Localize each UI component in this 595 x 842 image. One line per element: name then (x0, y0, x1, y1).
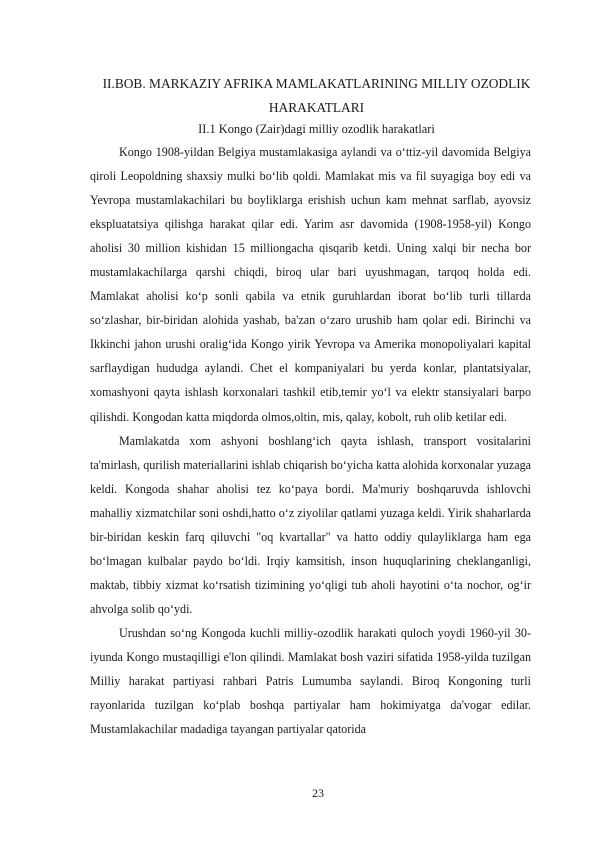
page-number: 23 (312, 786, 324, 800)
paragraph-1: Kongo 1908-yildan Belgiya mustamlakasiga aylandi va o‘ttiz-yil davomida Belgiya qiroli Leopoldning shaxsiy mulki bo‘lib qoldi. Mamlakat mis va fil suyagiga boy edi va Yevropa mustamlakachilari bu boyliklarga erishish uchun kam mehnat sarflab, ayovsiz ekspluatatsiya qilishga harakat qilar edi. Yarim asr davomida (1908-1958-yil) Kongo aholisi 30 million kishidan 15 milliongacha qisqarib ketdi. Uning xalqi bir necha bor mustamlakachilarga qarshi chiqdi, biroq ular bari uyushmagan, tarqoq holda edi. Mamlakat aholisi ko‘p sonli qabila va etnik guruhlardan iborat bo‘lib turli tillarda so‘zlashar, bir-biridan alohida yashab, ba'zan o‘zaro urushib ham qolar edi. Birinchi va Ikkinchi jahon urushi oralig‘ida Kongo yirik Yevropa va Amerika monopoliyalari kapital sarflaydigan hududga aylandi. Chet el kompaniyalari bu yerda konlar, plantatsiyalar, xomashyoni qayta ishlash korxonalari tashkil etib,temir yo‘l va elektr stansiyalari barpo qilishdi. Kongodan katta miqdorda olmos,oltin, mis, qalay, kobolt, ruh olib ketilar edi. (90, 145, 531, 424)
chapter-title: II.BOB. MARKAZIY AFRIKA MAMLAKATLARINING MILLIY OZODLIK HARAKATLARI (102, 76, 531, 115)
body-text (90, 140, 531, 741)
paragraph-2: Mamlakatda xom ashyoni boshlang‘ich qayta ishlash, transport vositalarini ta'mirlash, qurilish materiallarini ishlab chiqarish bo‘yicha katta alohida korxonalar yuzaga keldi. Kongoda shahar aholisi tez ko‘paya bordi. Ma'muriy boshqaruvda ishlovchi mahalliy xizmatchilar soni oshdi,hatto o‘z ziyolilar qatlami yuzaga keldi. Yirik shaharlarda bir-biridan keskin farq qiluvchi "oq kvartallar" va hatto oddiy qulayliklarga ham ega bo‘lmagan kulbalar paydo bo‘ldi. Irqiy kamsitish, inson huquqlarining cheklanganligi, maktab, tibbiy xizmat ko‘rsatish tizimining yo‘qligi tub aholi hayotini o‘ta nochor, og‘ir ahvolga solib qo‘ydi. (90, 433, 531, 616)
paragraph-3: Urushdan so‘ng Kongoda kuchli milliy-ozodlik harakati quloch yoydi 1960-yil 30-iyunda Kongo mustaqilligi e'lon qilindi. Mamlakat bosh vaziri sifatida 1958-yilda tuzilgan Milliy harakat partiyasi rahbari Patris Lumumba saylandi. Biroq Kongoning turli rayonlarida tuzilgan ko‘plab boshqa partiyalar ham hokimiyatga da'vogar edilar. Mustamlakachilar madadiga tayangan partiyalar qatorida (90, 625, 531, 737)
section-subtitle: II.1 Kongo (Zair)dagi milliy ozodlik harakatlari (198, 122, 435, 136)
